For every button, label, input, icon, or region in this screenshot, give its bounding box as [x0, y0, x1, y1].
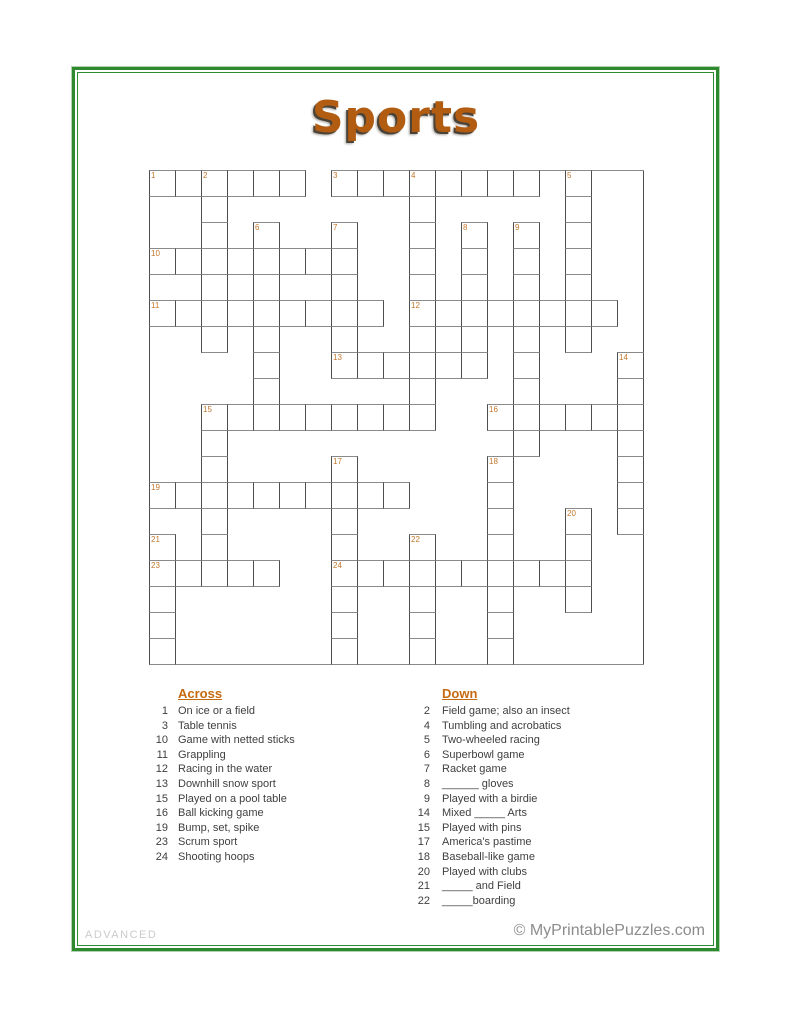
grid-cell-r9c8[interactable]	[357, 404, 384, 431]
grid-cell-number: 12	[411, 301, 420, 310]
grid-cell-number: 15	[203, 405, 212, 414]
grid-cell-r12c4[interactable]	[253, 482, 280, 509]
grid-cell-r15c10[interactable]	[409, 560, 436, 587]
clue-item-text: Played with clubs	[442, 865, 527, 878]
across-clue-item	[140, 823, 390, 834]
grid-cell-r7c7[interactable]	[331, 352, 358, 379]
clue-item-text: Table tennis	[178, 719, 237, 732]
clue-item-text: Field game; also an insect	[442, 705, 570, 717]
clue-item-text: Mixed _____ Arts	[442, 807, 527, 820]
grid-cell-r12c1[interactable]	[175, 482, 202, 509]
grid-cell-r5c4[interactable]	[253, 300, 280, 327]
grid-cell-r15c0[interactable]	[149, 560, 176, 587]
grid-cell-r13c7[interactable]	[331, 508, 358, 535]
clue-item-number: 11	[156, 748, 168, 761]
grid-cell-r15c14[interactable]	[513, 560, 540, 587]
grid-cell-r7c4[interactable]	[253, 352, 280, 379]
grid-cell-r4c16[interactable]	[565, 274, 592, 301]
clue-item-number: 6	[423, 748, 430, 761]
clue-item-text: Tumbling and acrobatics	[442, 719, 562, 732]
grid-cell-r3c6[interactable]	[305, 248, 332, 275]
grid-cell-r0c3[interactable]	[227, 170, 254, 197]
down-clue-item	[402, 764, 682, 775]
clue-item-text: _____ and Field	[442, 880, 521, 893]
grid-cell-r2c4[interactable]	[253, 222, 280, 249]
grid-cell-r6c12[interactable]	[461, 326, 488, 353]
grid-cell-r18c10[interactable]	[409, 638, 436, 665]
grid-cell-number: 22	[411, 535, 420, 544]
grid-cell-r12c5[interactable]	[279, 482, 306, 509]
grid-cell-r4c14[interactable]	[513, 274, 540, 301]
crossword-grid	[149, 170, 644, 665]
grid-cell-r5c5[interactable]	[279, 300, 306, 327]
grid-cell-r5c8[interactable]	[357, 300, 384, 327]
clue-item-number: 18	[417, 850, 430, 863]
across-clue-item	[140, 794, 390, 805]
grid-cell-r16c0[interactable]	[149, 586, 176, 613]
grid-cell-number: 10	[151, 249, 160, 258]
grid-cell-r4c7[interactable]	[331, 274, 358, 301]
clue-item-number: 22	[417, 894, 430, 907]
grid-cell-r13c13[interactable]	[487, 508, 514, 535]
difficulty-level: ADVANCED	[85, 929, 158, 941]
grid-cell-number: 21	[151, 535, 160, 544]
grid-cell-r12c3[interactable]	[227, 482, 254, 509]
grid-cell-r17c10[interactable]	[409, 612, 436, 639]
grid-cell-number: 7	[333, 223, 338, 232]
grid-cell-r5c6[interactable]	[305, 300, 332, 327]
grid-cell-r6c14[interactable]	[513, 326, 540, 353]
grid-cell-r6c7[interactable]	[331, 326, 358, 353]
grid-cell-r0c13[interactable]	[487, 170, 514, 197]
grid-cell-r2c10[interactable]	[409, 222, 436, 249]
grid-cell-r3c16[interactable]	[565, 248, 592, 275]
grid-cell-r1c2[interactable]	[201, 196, 228, 223]
grid-cell-r9c4[interactable]	[253, 404, 280, 431]
down-list	[402, 706, 682, 907]
across-clue-item	[140, 750, 390, 761]
grid-cell-r16c16[interactable]	[565, 586, 592, 613]
grid-cell-r0c9[interactable]	[383, 170, 410, 197]
across-header: Across	[178, 686, 223, 701]
grid-cell-number: 9	[515, 223, 520, 232]
down-clue-item	[402, 881, 682, 892]
grid-cell-number: 4	[411, 171, 416, 180]
grid-cell-r18c0[interactable]	[149, 638, 176, 665]
grid-cell-r15c8[interactable]	[357, 560, 384, 587]
grid-cell-number: 13	[333, 353, 342, 362]
grid-cell-r13c2[interactable]	[201, 508, 228, 535]
clue-item-number: 12	[155, 763, 168, 776]
grid-cell-r6c2[interactable]	[201, 326, 228, 353]
grid-cell-r1c10[interactable]	[409, 196, 436, 223]
grid-cell-r8c14[interactable]	[513, 378, 540, 405]
grid-cell-r15c3[interactable]	[227, 560, 254, 587]
grid-cell-r15c9[interactable]	[383, 560, 410, 587]
grid-cell-r15c12[interactable]	[461, 560, 488, 587]
grid-cell-r16c7[interactable]	[331, 586, 358, 613]
clue-item-text: Game with netted sticks	[178, 734, 295, 747]
grid-cell-r1c16[interactable]	[565, 196, 592, 223]
across-clue-item	[140, 837, 390, 848]
across-clue-item	[140, 808, 390, 819]
grid-cell-r12c6[interactable]	[305, 482, 332, 509]
grid-cell-r0c16[interactable]	[565, 170, 592, 197]
down-clue-item	[402, 794, 682, 805]
down-clue-item	[402, 779, 682, 790]
grid-cell-r0c5[interactable]	[279, 170, 306, 197]
grid-cell-r17c7[interactable]	[331, 612, 358, 639]
across-clue-item	[140, 721, 390, 732]
grid-cell-r3c0[interactable]	[149, 248, 176, 275]
clue-item-number: 4	[423, 719, 430, 732]
grid-cell-r12c7[interactable]	[331, 482, 358, 509]
grid-cell-r0c14[interactable]	[513, 170, 540, 197]
copyright: © MyPrintablePuzzles.com	[513, 922, 705, 939]
grid-cell-r9c3[interactable]	[227, 404, 254, 431]
clue-item-number: 8	[423, 777, 430, 790]
across-clue-item	[140, 764, 390, 775]
down-clue-item	[402, 808, 682, 819]
grid-cell-number: 2	[203, 171, 208, 180]
grid-cell-r9c13[interactable]	[487, 404, 514, 431]
grid-cell-r0c4[interactable]	[253, 170, 280, 197]
clue-item-number: 15	[417, 821, 430, 834]
grid-cell-r15c16[interactable]	[565, 560, 592, 587]
grid-cell-r13c16[interactable]	[565, 508, 592, 535]
across-list	[140, 706, 390, 863]
grid-cell-r3c1[interactable]	[175, 248, 202, 275]
grid-cell-r12c8[interactable]	[357, 482, 384, 509]
clue-item-number: 10	[155, 734, 168, 747]
grid-cell-r7c12[interactable]	[461, 352, 488, 379]
grid-cell-r5c15[interactable]	[539, 300, 566, 327]
grid-cell-r6c10[interactable]	[409, 326, 436, 353]
grid-cell-r5c13[interactable]	[487, 300, 514, 327]
grid-cell-r0c11[interactable]	[435, 170, 462, 197]
down-clue-item	[402, 896, 682, 907]
grid-cell-r3c4[interactable]	[253, 248, 280, 275]
grid-cell-r9c5[interactable]	[279, 404, 306, 431]
grid-cell-r9c14[interactable]	[513, 404, 540, 431]
grid-cell-r7c14[interactable]	[513, 352, 540, 379]
clue-item-text: On ice or a field	[178, 705, 256, 717]
grid-cell-r9c2[interactable]	[201, 404, 228, 431]
grid-cell-r9c16[interactable]	[565, 404, 592, 431]
clue-item-text: Played with a birdie	[442, 792, 538, 805]
clue-item-number: 5	[423, 734, 430, 747]
grid-cell-r12c18[interactable]	[617, 482, 644, 509]
across-clue-item	[140, 852, 390, 863]
grid-cell-r5c11[interactable]	[435, 300, 462, 327]
grid-cell-number: 24	[333, 561, 342, 570]
grid-cell-r9c18[interactable]	[617, 404, 644, 431]
grid-cell-r17c0[interactable]	[149, 612, 176, 639]
grid-cell-r5c17[interactable]	[591, 300, 618, 327]
grid-cell-r5c14[interactable]	[513, 300, 540, 327]
down-clue-item	[402, 750, 682, 761]
grid-cell-r9c6[interactable]	[305, 404, 332, 431]
grid-cell-r7c10[interactable]	[409, 352, 436, 379]
grid-cell-r5c16[interactable]	[565, 300, 592, 327]
grid-bottom-border	[149, 664, 644, 665]
grid-cell-r15c13[interactable]	[487, 560, 514, 587]
clue-item-text: Shooting hoops	[178, 850, 255, 863]
grid-cell-r8c10[interactable]	[409, 378, 436, 405]
grid-cell-r0c8[interactable]	[357, 170, 384, 197]
grid-cell-r3c12[interactable]	[461, 248, 488, 275]
clue-item-number: 3	[161, 719, 168, 732]
grid-cell-r16c13[interactable]	[487, 586, 514, 613]
grid-cell-r3c14[interactable]	[513, 248, 540, 275]
clue-item-number: 2	[423, 705, 430, 717]
clue-item-number: 14	[417, 807, 430, 820]
clue-item-number: 9	[423, 792, 430, 805]
grid-cell-r7c18[interactable]	[617, 352, 644, 379]
down-clue-item	[402, 837, 682, 848]
grid-cell-r4c12[interactable]	[461, 274, 488, 301]
grid-cell-r9c10[interactable]	[409, 404, 436, 431]
grid-cell-r7c11[interactable]	[435, 352, 462, 379]
grid-cell-r3c2[interactable]	[201, 248, 228, 275]
down-clues-section	[402, 686, 682, 910]
grid-cell-r5c3[interactable]	[227, 300, 254, 327]
clue-item-number: 15	[155, 792, 168, 805]
grid-cell-r15c11[interactable]	[435, 560, 462, 587]
grid-cell-r2c2[interactable]	[201, 222, 228, 249]
grid-cell-r14c16[interactable]	[565, 534, 592, 561]
clue-item-text: Superbowl game	[442, 748, 525, 761]
clue-item-number: 23	[155, 836, 168, 849]
grid-cell-r12c0[interactable]	[149, 482, 176, 509]
grid-cell-r5c0[interactable]	[149, 300, 176, 327]
grid-cell-r16c10[interactable]	[409, 586, 436, 613]
grid-cell-r14c0[interactable]	[149, 534, 176, 561]
grid-cell-r0c12[interactable]	[461, 170, 488, 197]
grid-cell-r15c1[interactable]	[175, 560, 202, 587]
grid-cell-r11c18[interactable]	[617, 456, 644, 483]
grid-cell-number: 17	[333, 457, 342, 466]
clue-item-text: _____boarding	[442, 894, 516, 907]
grid-cell-number: 5	[567, 171, 572, 180]
grid-cell-r15c2[interactable]	[201, 560, 228, 587]
clue-item-text: Ball kicking game	[178, 807, 264, 820]
clue-item-number: 17	[417, 836, 430, 849]
grid-cell-r12c13[interactable]	[487, 482, 514, 509]
grid-cell-r14c10[interactable]	[409, 534, 436, 561]
clue-item-text: Two-wheeled racing	[442, 734, 540, 747]
grid-cell-r11c13[interactable]	[487, 456, 514, 483]
grid-cell-number: 8	[463, 223, 468, 232]
clue-item-number: 21	[417, 880, 430, 893]
grid-cell-r3c3[interactable]	[227, 248, 254, 275]
grid-cell-r5c10[interactable]	[409, 300, 436, 327]
grid-cell-r15c4[interactable]	[253, 560, 280, 587]
grid-cell-r2c7[interactable]	[331, 222, 358, 249]
grid-cell-r13c18[interactable]	[617, 508, 644, 535]
clue-item-number: 7	[423, 763, 430, 776]
grid-cell-r5c1[interactable]	[175, 300, 202, 327]
grid-cell-number: 18	[489, 457, 498, 466]
grid-cell-r8c4[interactable]	[253, 378, 280, 405]
grid-cell-r4c10[interactable]	[409, 274, 436, 301]
grid-cell-r4c2[interactable]	[201, 274, 228, 301]
down-header: Down	[442, 686, 478, 701]
clue-item-number: 24	[155, 850, 168, 863]
grid-cell-r15c7[interactable]	[331, 560, 358, 587]
grid-cell-number: 11	[151, 301, 160, 310]
grid-cell-number: 6	[255, 223, 260, 232]
across-clues-section	[140, 686, 390, 867]
grid-cell-number: 14	[619, 353, 628, 362]
grid-cell-r18c13[interactable]	[487, 638, 514, 665]
grid-cell-r3c5[interactable]	[279, 248, 306, 275]
clue-item-text: America's pastime	[442, 836, 532, 849]
grid-cell-r5c12[interactable]	[461, 300, 488, 327]
down-clue-item	[402, 721, 682, 732]
clue-item-text: Played on a pool table	[178, 792, 287, 805]
grid-cell-r10c2[interactable]	[201, 430, 228, 457]
clue-item-text: Played with pins	[442, 821, 522, 834]
clue-item-text: Scrum sport	[178, 836, 238, 849]
grid-cell-number: 1	[151, 171, 156, 180]
grid-cell-r6c4[interactable]	[253, 326, 280, 353]
grid-cell-r2c16[interactable]	[565, 222, 592, 249]
clue-item-number: 16	[155, 807, 168, 820]
grid-cell-r12c9[interactable]	[383, 482, 410, 509]
grid-cell-number: 23	[151, 561, 160, 570]
grid-cell-r4c4[interactable]	[253, 274, 280, 301]
grid-cell-r11c2[interactable]	[201, 456, 228, 483]
clue-item-text: Downhill snow sport	[178, 777, 276, 790]
grid-cell-r8c18[interactable]	[617, 378, 644, 405]
grid-cell-r0c7[interactable]	[331, 170, 358, 197]
grid-cell-r3c10[interactable]	[409, 248, 436, 275]
grid-cell-r5c2[interactable]	[201, 300, 228, 327]
clue-item-text: Baseball-like game	[442, 850, 535, 863]
grid-cell-r5c7[interactable]	[331, 300, 358, 327]
grid-cell-r7c9[interactable]	[383, 352, 410, 379]
grid-cell-number: 16	[489, 405, 498, 414]
clue-item-number: 1	[161, 705, 168, 717]
grid-cell-r9c17[interactable]	[591, 404, 618, 431]
down-clue-item	[402, 706, 682, 717]
grid-cell-number: 19	[151, 483, 160, 492]
grid-cell-r12c2[interactable]	[201, 482, 228, 509]
grid-cell-r9c9[interactable]	[383, 404, 410, 431]
grid-cell-number: 3	[333, 171, 338, 180]
grid-cell-r6c16[interactable]	[565, 326, 592, 353]
down-clue-item	[402, 867, 682, 878]
across-clue-item	[140, 735, 390, 746]
grid-cell-r0c0[interactable]	[149, 170, 176, 197]
grid-cell-r2c12[interactable]	[461, 222, 488, 249]
clue-item-number: 19	[155, 821, 168, 834]
grid-cell-r10c14[interactable]	[513, 430, 540, 457]
grid-cell-r0c2[interactable]	[201, 170, 228, 197]
grid-cell-number: 20	[567, 509, 576, 518]
clue-item-text: Racket game	[442, 763, 507, 776]
grid-cell-r2c14[interactable]	[513, 222, 540, 249]
clue-item-text: ______ gloves	[442, 777, 514, 790]
grid-cell-r14c2[interactable]	[201, 534, 228, 561]
puzzle-title: Sports	[311, 92, 481, 143]
clue-item-number: 13	[155, 777, 168, 790]
grid-cell-r11c7[interactable]	[331, 456, 358, 483]
grid-cell-r9c7[interactable]	[331, 404, 358, 431]
down-clue-item	[402, 735, 682, 746]
across-clue-item	[140, 779, 390, 790]
grid-cell-r14c13[interactable]	[487, 534, 514, 561]
grid-cell-r0c1[interactable]	[175, 170, 202, 197]
clue-item-number: 20	[417, 865, 430, 878]
grid-cell-r7c8[interactable]	[357, 352, 384, 379]
grid-cell-r10c18[interactable]	[617, 430, 644, 457]
clue-item-text: Racing in the water	[178, 763, 273, 776]
grid-cell-r0c10[interactable]	[409, 170, 436, 197]
grid-cell-r3c7[interactable]	[331, 248, 358, 275]
grid-cell-r18c7[interactable]	[331, 638, 358, 665]
across-clue-item	[140, 706, 390, 717]
down-clue-item	[402, 852, 682, 863]
grid-cell-r15c15[interactable]	[539, 560, 566, 587]
down-clue-item	[402, 823, 682, 834]
clue-item-text: Bump, set, spike	[178, 821, 260, 834]
grid-cell-r9c15[interactable]	[539, 404, 566, 431]
grid-cell-r17c13[interactable]	[487, 612, 514, 639]
grid-cell-r14c7[interactable]	[331, 534, 358, 561]
clue-item-text: Grappling	[178, 748, 226, 761]
